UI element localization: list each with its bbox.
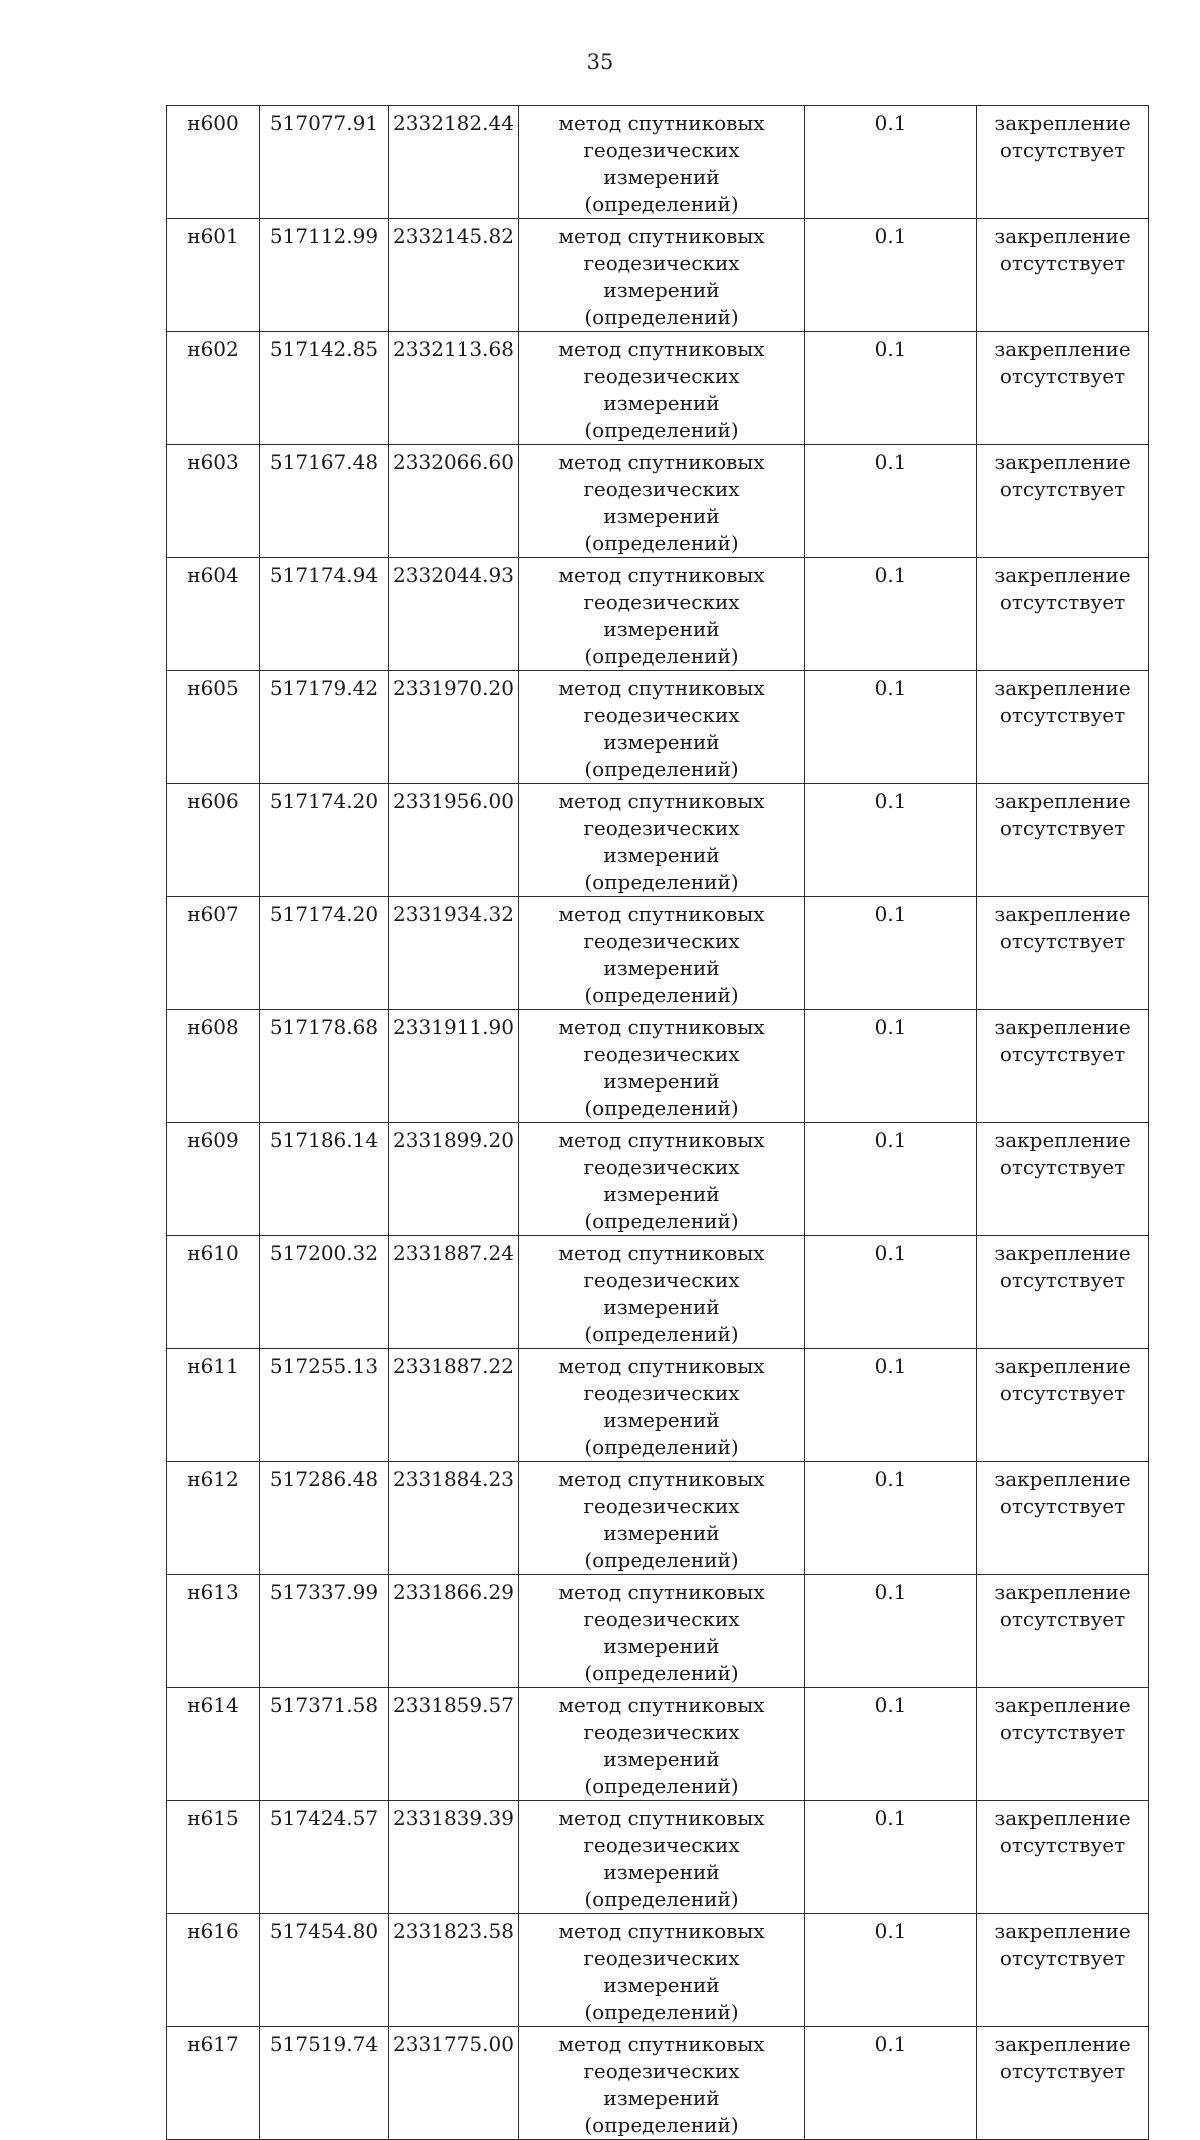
cell-coord-x: 517174.94 — [260, 558, 389, 671]
cell-fixing-line: отсутствует — [999, 2059, 1126, 2083]
cell-point-id: н602 — [167, 332, 260, 445]
cell-fixing-line: отсутствует — [999, 1155, 1126, 1179]
cell-point-id: н609 — [167, 1123, 260, 1236]
cell-method-line: метод спутниковых — [558, 902, 765, 926]
cell-fixing — [977, 558, 1149, 671]
cell-coord-y: 2331859.57 — [389, 1688, 519, 1801]
cell-method — [519, 784, 805, 897]
cell-method-line: метод спутниковых — [558, 224, 765, 248]
cell-fixing-line: закрепление — [994, 1015, 1131, 1039]
cell-coord-x: 517186.14 — [260, 1123, 389, 1236]
cell-fixing-line: закрепление — [994, 1806, 1131, 1830]
cell-fixing-line: закрепление — [994, 111, 1131, 135]
cell-coord-x: 517255.13 — [260, 1349, 389, 1462]
table-row — [167, 2027, 1149, 2140]
coordinates-table-body — [167, 106, 1149, 2140]
cell-fixing-line: отсутствует — [999, 1946, 1126, 1970]
cell-coord-y: 2331899.20 — [389, 1123, 519, 1236]
cell-method-line: (определений) — [584, 1322, 739, 1346]
cell-accuracy: 0.1 — [805, 1801, 977, 1914]
cell-point-id: н612 — [167, 1462, 260, 1575]
cell-accuracy: 0.1 — [805, 445, 977, 558]
coordinates-table — [166, 105, 1149, 2140]
cell-method-line: геодезических измерений — [583, 1155, 740, 1206]
cell-fixing-line: отсутствует — [999, 1833, 1126, 1857]
cell-method-line: метод спутниковых — [558, 1467, 765, 1491]
cell-coord-x: 517174.20 — [260, 784, 389, 897]
cell-coord-x: 517178.68 — [260, 1010, 389, 1123]
cell-method-line: (определений) — [584, 983, 739, 1007]
cell-method-line: геодезических измерений — [583, 1381, 740, 1432]
cell-fixing-line: закрепление — [994, 789, 1131, 813]
cell-fixing-line: закрепление — [994, 337, 1131, 361]
cell-method-line: геодезических измерений — [583, 364, 740, 415]
cell-fixing — [977, 1010, 1149, 1123]
cell-method — [519, 1914, 805, 2027]
cell-point-id: н614 — [167, 1688, 260, 1801]
cell-fixing — [977, 671, 1149, 784]
cell-coord-y: 2331887.22 — [389, 1349, 519, 1462]
cell-method-line: геодезических измерений — [583, 703, 740, 754]
cell-fixing — [977, 1914, 1149, 2027]
cell-method — [519, 1349, 805, 1462]
cell-fixing-line: отсутствует — [999, 1720, 1126, 1744]
cell-coord-y: 2331887.24 — [389, 1236, 519, 1349]
cell-fixing-line: отсутствует — [999, 1268, 1126, 1292]
cell-method — [519, 219, 805, 332]
cell-method-line: метод спутниковых — [558, 111, 765, 135]
cell-accuracy: 0.1 — [805, 219, 977, 332]
cell-coord-y: 2331823.58 — [389, 1914, 519, 2027]
cell-fixing-line: отсутствует — [999, 477, 1126, 501]
cell-method-line: метод спутниковых — [558, 1015, 765, 1039]
cell-coord-x: 517371.58 — [260, 1688, 389, 1801]
table-row — [167, 1236, 1149, 1349]
cell-coord-y: 2331775.00 — [389, 2027, 519, 2140]
cell-method-line: метод спутниковых — [558, 1919, 765, 1943]
page-number: 35 — [586, 50, 614, 74]
table-row — [167, 106, 1149, 219]
cell-point-id: н606 — [167, 784, 260, 897]
cell-fixing-line: отсутствует — [999, 590, 1126, 614]
table-row — [167, 671, 1149, 784]
cell-coord-x: 517337.99 — [260, 1575, 389, 1688]
table-row — [167, 1123, 1149, 1236]
cell-coord-y: 2332145.82 — [389, 219, 519, 332]
cell-method-line: (определений) — [584, 305, 739, 329]
cell-fixing — [977, 219, 1149, 332]
cell-fixing-line: закрепление — [994, 1693, 1131, 1717]
cell-point-id: н615 — [167, 1801, 260, 1914]
cell-method-line: метод спутниковых — [558, 337, 765, 361]
cell-method-line: метод спутниковых — [558, 1241, 765, 1265]
cell-coord-x: 517200.32 — [260, 1236, 389, 1349]
cell-method-line: метод спутниковых — [558, 789, 765, 813]
cell-point-id: н610 — [167, 1236, 260, 1349]
cell-accuracy: 0.1 — [805, 784, 977, 897]
cell-fixing-line: закрепление — [994, 563, 1131, 587]
cell-coord-x: 517112.99 — [260, 219, 389, 332]
cell-fixing — [977, 1123, 1149, 1236]
cell-fixing-line: отсутствует — [999, 1381, 1126, 1405]
table-row — [167, 1801, 1149, 1914]
cell-coord-y: 2332113.68 — [389, 332, 519, 445]
cell-coord-y: 2331911.90 — [389, 1010, 519, 1123]
cell-method-line: (определений) — [584, 531, 739, 555]
cell-point-id: н603 — [167, 445, 260, 558]
cell-method-line: геодезических измерений — [583, 1607, 740, 1658]
cell-fixing — [977, 1688, 1149, 1801]
cell-method-line: метод спутниковых — [558, 1128, 765, 1152]
cell-accuracy: 0.1 — [805, 1349, 977, 1462]
cell-method — [519, 1801, 805, 1914]
cell-method-line: (определений) — [584, 192, 739, 216]
cell-accuracy: 0.1 — [805, 558, 977, 671]
table-row — [167, 332, 1149, 445]
cell-fixing — [977, 897, 1149, 1010]
cell-coord-x: 517174.20 — [260, 897, 389, 1010]
cell-method — [519, 1575, 805, 1688]
cell-coord-x: 517179.42 — [260, 671, 389, 784]
cell-accuracy: 0.1 — [805, 332, 977, 445]
cell-method-line: (определений) — [584, 2000, 739, 2024]
cell-point-id: н613 — [167, 1575, 260, 1688]
cell-fixing-line: закрепление — [994, 2032, 1131, 2056]
cell-method-line: геодезических измерений — [583, 1720, 740, 1771]
cell-method-line: метод спутниковых — [558, 1354, 765, 1378]
cell-coord-x: 517077.91 — [260, 106, 389, 219]
cell-coord-x: 517424.57 — [260, 1801, 389, 1914]
cell-fixing — [977, 445, 1149, 558]
cell-method-line: метод спутниковых — [558, 563, 765, 587]
cell-method-line: (определений) — [584, 2113, 739, 2137]
table-row — [167, 1010, 1149, 1123]
table-row — [167, 1688, 1149, 1801]
cell-fixing — [977, 784, 1149, 897]
cell-fixing-line: закрепление — [994, 902, 1131, 926]
cell-method-line: (определений) — [584, 1548, 739, 1572]
cell-method-line: метод спутниковых — [558, 1580, 765, 1604]
cell-fixing-line: отсутствует — [999, 1042, 1126, 1066]
cell-method — [519, 897, 805, 1010]
cell-method-line: метод спутниковых — [558, 1806, 765, 1830]
cell-fixing-line: закрепление — [994, 1467, 1131, 1491]
cell-method-line: (определений) — [584, 1209, 739, 1233]
cell-point-id: н604 — [167, 558, 260, 671]
cell-method-line: (определений) — [584, 418, 739, 442]
cell-method-line: геодезических измерений — [583, 1494, 740, 1545]
cell-fixing-line: закрепление — [994, 450, 1131, 474]
cell-method-line: геодезических измерений — [583, 1268, 740, 1319]
cell-coord-x: 517519.74 — [260, 2027, 389, 2140]
table-row — [167, 219, 1149, 332]
cell-accuracy: 0.1 — [805, 1462, 977, 1575]
cell-coord-y: 2331866.29 — [389, 1575, 519, 1688]
cell-coord-y: 2331884.23 — [389, 1462, 519, 1575]
cell-fixing — [977, 2027, 1149, 2140]
cell-accuracy: 0.1 — [805, 1688, 977, 1801]
cell-method — [519, 558, 805, 671]
cell-fixing-line: закрепление — [994, 224, 1131, 248]
cell-method-line: (определений) — [584, 1887, 739, 1911]
cell-coord-y: 2332044.93 — [389, 558, 519, 671]
cell-accuracy: 0.1 — [805, 1123, 977, 1236]
cell-fixing-line: отсутствует — [999, 138, 1126, 162]
cell-method-line: метод спутниковых — [558, 1693, 765, 1717]
cell-method-line: метод спутниковых — [558, 450, 765, 474]
cell-fixing — [977, 1575, 1149, 1688]
cell-coord-x: 517142.85 — [260, 332, 389, 445]
cell-method-line: (определений) — [584, 757, 739, 781]
cell-accuracy: 0.1 — [805, 1010, 977, 1123]
cell-fixing — [977, 1349, 1149, 1462]
cell-fixing-line: отсутствует — [999, 816, 1126, 840]
cell-fixing-line: отсутствует — [999, 703, 1126, 727]
cell-method-line: (определений) — [584, 644, 739, 668]
cell-method — [519, 332, 805, 445]
cell-fixing-line: закрепление — [994, 1241, 1131, 1265]
cell-method — [519, 445, 805, 558]
cell-method-line: геодезических измерений — [583, 1042, 740, 1093]
cell-fixing — [977, 106, 1149, 219]
cell-fixing-line: отсутствует — [999, 364, 1126, 388]
cell-point-id: н601 — [167, 219, 260, 332]
cell-method-line: геодезических измерений — [583, 477, 740, 528]
cell-accuracy: 0.1 — [805, 1236, 977, 1349]
cell-accuracy: 0.1 — [805, 1575, 977, 1688]
cell-method-line: метод спутниковых — [558, 676, 765, 700]
table-row — [167, 897, 1149, 1010]
cell-fixing — [977, 332, 1149, 445]
cell-method — [519, 1123, 805, 1236]
cell-coord-x: 517286.48 — [260, 1462, 389, 1575]
table-row — [167, 1349, 1149, 1462]
cell-coord-y: 2331839.39 — [389, 1801, 519, 1914]
cell-accuracy: 0.1 — [805, 106, 977, 219]
cell-method-line: геодезических измерений — [583, 251, 740, 302]
cell-point-id: н617 — [167, 2027, 260, 2140]
cell-coord-x: 517454.80 — [260, 1914, 389, 2027]
cell-fixing-line: отсутствует — [999, 251, 1126, 275]
cell-method — [519, 1236, 805, 1349]
cell-method — [519, 1688, 805, 1801]
cell-accuracy: 0.1 — [805, 671, 977, 784]
cell-point-id: н605 — [167, 671, 260, 784]
cell-fixing-line: отсутствует — [999, 1494, 1126, 1518]
cell-coord-y: 2331970.20 — [389, 671, 519, 784]
cell-fixing-line: закрепление — [994, 1919, 1131, 1943]
cell-fixing — [977, 1801, 1149, 1914]
cell-coord-y: 2332182.44 — [389, 106, 519, 219]
cell-coord-y: 2331956.00 — [389, 784, 519, 897]
cell-method-line: (определений) — [584, 1096, 739, 1120]
cell-method-line: геодезических измерений — [583, 138, 740, 189]
cell-method-line: (определений) — [584, 1774, 739, 1798]
cell-method — [519, 1462, 805, 1575]
table-row — [167, 1914, 1149, 2027]
cell-method-line: (определений) — [584, 1661, 739, 1685]
table-row — [167, 1575, 1149, 1688]
cell-method-line: геодезических измерений — [583, 2059, 740, 2110]
cell-fixing-line: отсутствует — [999, 1607, 1126, 1631]
cell-point-id: н608 — [167, 1010, 260, 1123]
cell-accuracy: 0.1 — [805, 2027, 977, 2140]
table-row — [167, 1462, 1149, 1575]
cell-method-line: геодезических измерений — [583, 1833, 740, 1884]
cell-method-line: (определений) — [584, 1435, 739, 1459]
cell-fixing-line: отсутствует — [999, 929, 1126, 953]
cell-method-line: геодезических измерений — [583, 590, 740, 641]
cell-method — [519, 671, 805, 784]
cell-point-id: н607 — [167, 897, 260, 1010]
cell-fixing-line: закрепление — [994, 1580, 1131, 1604]
cell-point-id: н600 — [167, 106, 260, 219]
cell-accuracy: 0.1 — [805, 1914, 977, 2027]
cell-fixing — [977, 1462, 1149, 1575]
cell-coord-y: 2331934.32 — [389, 897, 519, 1010]
table-row — [167, 558, 1149, 671]
cell-method-line: геодезических измерений — [583, 1946, 740, 1997]
cell-method-line: геодезических измерений — [583, 929, 740, 980]
table-row — [167, 445, 1149, 558]
cell-method-line: (определений) — [584, 870, 739, 894]
cell-point-id: н611 — [167, 1349, 260, 1462]
cell-accuracy: 0.1 — [805, 897, 977, 1010]
table-row — [167, 784, 1149, 897]
cell-fixing-line: закрепление — [994, 1128, 1131, 1152]
cell-fixing-line: закрепление — [994, 1354, 1131, 1378]
cell-coord-y: 2332066.60 — [389, 445, 519, 558]
cell-fixing-line: закрепление — [994, 676, 1131, 700]
cell-coord-x: 517167.48 — [260, 445, 389, 558]
cell-method-line: геодезических измерений — [583, 816, 740, 867]
cell-point-id: н616 — [167, 1914, 260, 2027]
cell-method — [519, 106, 805, 219]
cell-method-line: метод спутниковых — [558, 2032, 765, 2056]
cell-fixing — [977, 1236, 1149, 1349]
cell-method — [519, 2027, 805, 2140]
cell-method — [519, 1010, 805, 1123]
